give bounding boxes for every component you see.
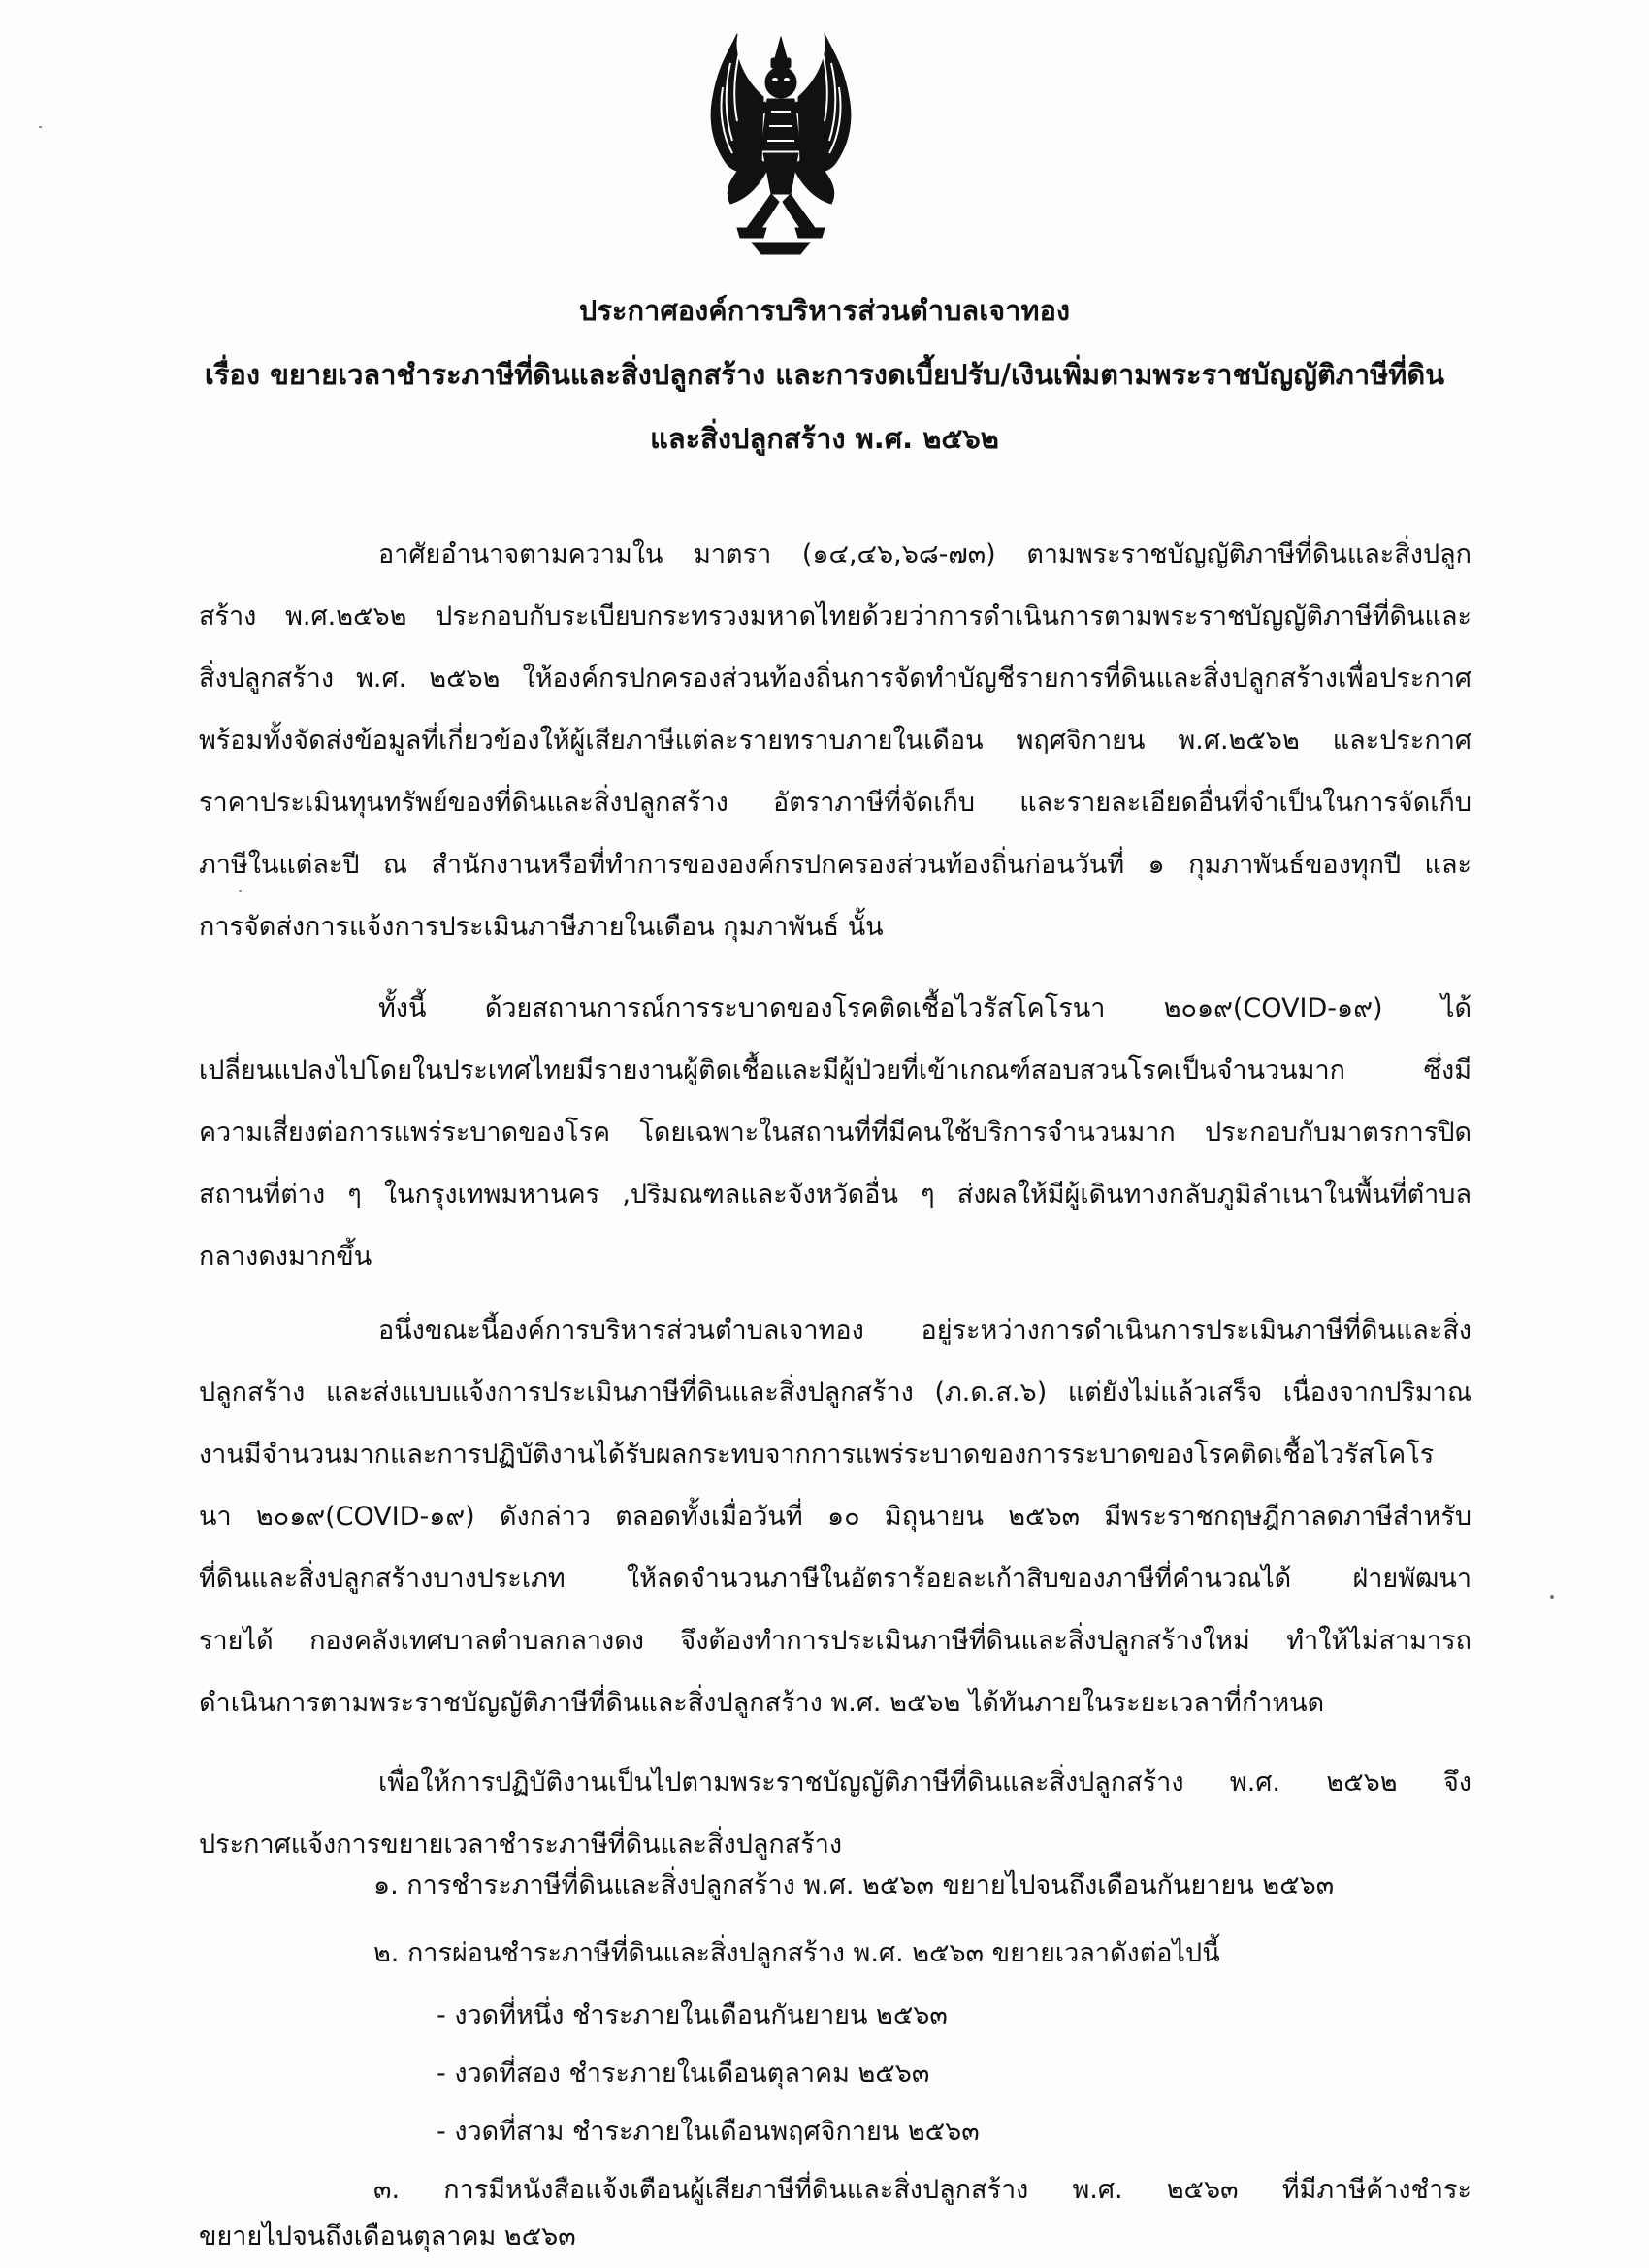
paragraph-2-line: กลางดงมากขึ้น [199,1242,372,1272]
paragraph-3-line: ที่ดินและสิ่งปลูกสร้างบางประเภท ให้ลดจำนวนภาษีในอัตราร้อยละเก้าสิบของภาษีที่คำนวณได้ ฝ่ายพัฒนา [199,1564,1471,1594]
scan-speck [39,126,42,128]
paragraph-3-line: ดำเนินการตามพระราชบัญญัติภาษีที่ดินและสิ่งปลูกสร้าง พ.ศ. ๒๕๖๒ ได้ทันภายในระยะเวลาที่กำหนด [199,1688,1325,1718]
sub-item-3: - งวดที่สาม ชำระภายในเดือนพฤศจิกายน ๒๕๖๓ [436,2117,980,2147]
scan-speck [239,890,242,892]
paragraph-1-line: การจัดส่งการแจ้งการประเมินภาษีภายในเดือน กุมภาพันธ์ นั้น [199,912,884,942]
list-item-2: ๒. การผ่อนชำระภาษีที่ดินและสิ่งปลูกสร้าง พ.ศ. ๒๕๖๓ ขยายเวลาดังต่อไปนี้ [373,1938,1220,1968]
scan-speck [1550,1595,1554,1599]
subject-line-2: และสิ่งปลูกสร้าง พ.ศ. ๒๕๖๒ [650,422,999,455]
paragraph-2-line: สถานที่ต่าง ๆ ในกรุงเทพมหานคร ,ปริมณฑลและจังหวัดอื่น ๆ ส่งผลให้มีผู้เดินทางกลับภูมิลำเนาในพื้นที่ตำบล [199,1180,1471,1210]
paragraph-4-line: เพื่อให้การปฏิบัติงานเป็นไปตามพระราชบัญญัติภาษีที่ดินและสิ่งปลูกสร้าง พ.ศ. ๒๕๖๒ จึง [378,1767,1471,1798]
paragraph-3-line: งานมีจำนวนมากและการปฏิบัติงานได้รับผลกระทบจากการแพร่ระบาดของการระบาดของโรคติดเชื้อไวรัสโคโร [199,1440,1435,1470]
paragraph-1-line: พร้อมทั้งจัดส่งข้อมูลที่เกี่ยวข้องให้ผู้เสียภาษีแต่ละรายทราบภายในเดือน พฤศจิกายน พ.ศ.๒๕๖๒ และประกาศ [199,726,1471,756]
paragraph-4-line: ประกาศแจ้งการขยายเวลาชำระภาษีที่ดินและสิ่งปลูกสร้าง [199,1830,843,1860]
paragraph-1-line: ราคาประเมินทุนทรัพย์ของที่ดินและสิ่งปลูกสร้าง อัตราภาษีที่จัดเก็บ และรายละเอียดอื่นที่จำเป็นในการจัดเก็บ [199,788,1471,818]
paragraph-1-line: สิ่งปลูกสร้าง พ.ศ. ๒๕๖๒ ให้องค์กรปกครองส่วนท้องถิ่นการจัดทำบัญชีรายการที่ดินและสิ่งปลูกสร้างเพื่อประกาศ [199,664,1471,694]
paragraph-3-line: ปลูกสร้าง และส่งแบบแจ้งการประเมินภาษีที่ดินและสิ่งปลูกสร้าง (ภ.ด.ส.๖) แต่ยังไม่แล้วเสร็จ เนื่องจากปริมาณ [199,1377,1471,1408]
garuda-emblem-icon [694,29,868,257]
document-title: ประกาศองค์การบริหารส่วนตำบลเจาทอง [578,294,1071,327]
paragraph-2-line: ทั้งนี้ ด้วยสถานการณ์การระบาดของโรคติดเชื้อไวรัสโคโรนา ๒๐๑๙(COVID-๑๙) ได้ [378,993,1471,1023]
sub-item-2: - งวดที่สอง ชำระภายในเดือนตุลาคม ๒๕๖๓ [436,2058,930,2089]
sub-item-1: - งวดที่หนึ่ง ชำระภายในเดือนกันยายน ๒๕๖๓ [436,2000,948,2030]
paragraph-3-line: รายได้ กองคลังเทศบาลตำบลกลางดง จึงต้องทำการประเมินภาษีที่ดินและสิ่งปลูกสร้างใหม่ ทำให้ไม่สามารถ [199,1626,1471,1656]
paragraph-1-line: อาศัยอำนาจตามความใน มาตรา (๑๔,๔๖,๖๘-๗๓) ตามพระราชบัญญัติภาษีที่ดินและสิ่งปลูก [378,539,1471,569]
paragraph-2-line: เปลี่ยนแปลงไปโดยในประเทศไทยมีรายงานผู้ติดเชื้อและมีผู้ป่วยที่เข้าเกณฑ์สอบสวนโรคเป็นจำนวนมาก ซึ่งมี [199,1055,1471,1085]
list-item-3-line-1: ๓. การมีหนังสือแจ้งเตือนผู้เสียภาษีที่ดินและสิ่งปลูกสร้าง พ.ศ. ๒๕๖๓ ที่มีภาษีค้างชำระ [373,2175,1471,2205]
paragraph-2-line: ความเสี่ยงต่อการแพร่ระบาดของโรค โดยเฉพาะในสถานที่ที่มีคนใช้บริการจำนวนมาก ประกอบกับมาตรการปิด [199,1118,1471,1148]
subject-line-1: เรื่อง ขยายเวลาชำระภาษีที่ดินและสิ่งปลูกสร้าง และการงดเบี้ยปรับ/เงินเพิ่มตามพระราชบัญญัติภาษีที่ดิน [204,358,1445,391]
paragraph-1-line: สร้าง พ.ศ.๒๕๖๒ ประกอบกับระเบียบกระทรวงมหาดไทยด้วยว่าการดำเนินการตามพระราชบัญญัติภาษีที่ดินและ [199,601,1471,632]
paragraph-3-line: นา ๒๐๑๙(COVID-๑๙) ดังกล่าว ตลอดทั้งเมื่อวันที่ ๑๐ มิถุนายน ๒๕๖๓ มีพระราชกฤษฎีกาลดภาษีสำหรับ [199,1502,1471,1532]
list-item-3-line-2: ขยายไปจนถึงเดือนตุลาคม ๒๕๖๓ [199,2221,576,2252]
list-item-1: ๑. การชำระภาษีที่ดินและสิ่งปลูกสร้าง พ.ศ. ๒๕๖๓ ขยายไปจนถึงเดือนกันยายน ๒๕๖๓ [373,1870,1335,1900]
paragraph-3-line: อนึ่งขณะนี้องค์การบริหารส่วนตำบลเจาทอง อยู่ระหว่างการดำเนินการประเมินภาษีที่ดินและสิ่ง [378,1315,1471,1345]
paragraph-1-line: ภาษีในแต่ละปี ณ สำนักงานหรือที่ทำการขององค์กรปกครองส่วนท้องถิ่นก่อนวันที่ ๑ กุมภาพันธ์ของทุกปี และ [199,850,1471,880]
